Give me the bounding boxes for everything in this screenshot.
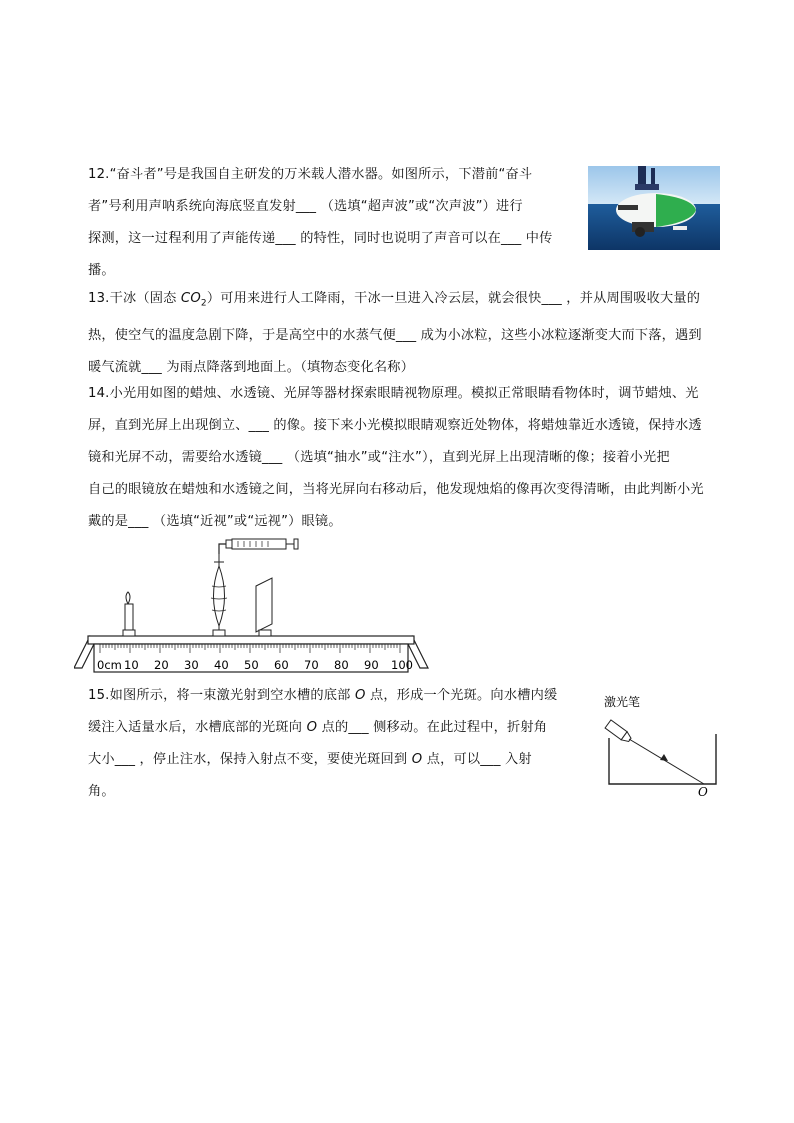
ruler-tick-label: 90 [364, 658, 379, 672]
ruler-tick-label: 20 [154, 658, 169, 672]
point-o-ref-2: O [306, 720, 318, 735]
q14-line-3: 镜和光屏不动，需要给水透镜___ （选填“抽水”或“注水”），直到光屏上出现清晰的像；接着小光把 [88, 450, 670, 465]
question-15 [88, 680, 568, 808]
water-lens [211, 554, 227, 636]
q15-line-3 [88, 744, 568, 776]
q12-line-3: 探测，这一过程利用了声能传递___ 的特性，同时也说明了声音可以在___ 中传 [88, 231, 553, 246]
ruler-start-label: 0cm [97, 658, 122, 672]
point-o-ref-1: O [354, 688, 366, 703]
q15-line-3-end: 点，可以___ 入射 [422, 752, 532, 767]
q12-line-4: 播。 [88, 263, 115, 278]
question-13 [88, 283, 728, 384]
candle [123, 592, 135, 636]
beam-arrow [660, 754, 668, 761]
optical-bench-figure [74, 536, 429, 676]
point-o-label: O [698, 785, 708, 799]
point-o-ref-3: O [411, 752, 423, 767]
q15-line-3-start: 大小___ ，停止注水，保持入射点不变，要使光斑回到 [88, 752, 412, 767]
q14-line-5: 戴的是___ （选填“近视”或“远视”）眼镜。 [88, 514, 342, 529]
q13-line-1 [88, 283, 728, 320]
ruler-tick-label: 10 [124, 658, 139, 672]
laser-pen-label: 激光笔 [604, 695, 641, 709]
q15-line-1 [88, 680, 568, 712]
light-screen [256, 578, 272, 636]
q13-line-2: 热，使空气的温度急剧下降，于是高空中的水蒸气便___ 成为小冰粒，这些小冰粒逐渐变大而下落，遇到 [88, 327, 702, 343]
ruler-tick-label: 30 [184, 658, 199, 672]
q12-line-2: 者”号利用声呐系统向海底竖直发射___ （选填“超声波”或“次声波”）进行 [88, 199, 523, 214]
q14-line-4: 自己的眼镜放在蜡烛和水透镜之间，当将光屏向右移动后，他发现烛焰的像再次变得清晰，由此判断小光 [88, 482, 704, 497]
bench-rail [88, 636, 414, 644]
ruler-tick-label: 50 [244, 658, 259, 672]
water-tank-figure [596, 690, 726, 800]
co2-formula: CO [180, 291, 201, 306]
q12-line-1: 12.“奋斗者”号是我国自主研发的万米载人潜水器。如图所示，下潜前“奋斗 [88, 167, 533, 182]
q13-line-1-end: ）可用来进行人工降雨，干冰一旦进入冷云层，就会很快___ ，并从周围吸收大量的 [206, 291, 701, 306]
q13-line-1-start: 13.干冰（固态 [88, 291, 181, 306]
q15-line-2-end: 点的___ 侧移动。在此过程中，折射角 [317, 720, 548, 735]
question-12 [88, 159, 578, 287]
ruler-tick-label: 60 [274, 658, 289, 672]
q15-line-1-start: 15.如图所示，将一束激光射到空水槽的底部 [88, 688, 355, 703]
q15-line-2 [88, 712, 568, 744]
question-14 [88, 378, 728, 538]
submersible-photo [588, 166, 720, 250]
laser-beam [629, 739, 704, 784]
ruler-tick-label: 40 [214, 658, 229, 672]
ruler-tick-label: 70 [304, 658, 319, 672]
q15-line-1-end: 点，形成一个光斑。向水槽内缓 [365, 688, 558, 703]
q14-line-2: 屏，直到光屏上出现倒立、___ 的像。接下来小光模拟眼睛观察近处物体，将蜡烛靠近水透镜，保持水透 [88, 418, 702, 433]
q13-line-3: 暖气流就___ 为雨点降落到地面上。（填物态变化名称） [88, 359, 415, 375]
ruler-tick-label: 100 [391, 658, 413, 672]
ruler-tick-label: 80 [334, 658, 349, 672]
q15-line-4: 角。 [88, 784, 115, 799]
q15-line-2-start: 缓注入适量水后，水槽底部的光斑向 [88, 720, 307, 735]
co2-subscript: 2 [200, 298, 207, 309]
syringe [219, 539, 298, 554]
q14-line-1: 14.小光用如图的蜡烛、水透镜、光屏等器材探索眼睛视物原理。模拟正常眼睛看物体时，调节蜡烛、光 [88, 386, 699, 401]
